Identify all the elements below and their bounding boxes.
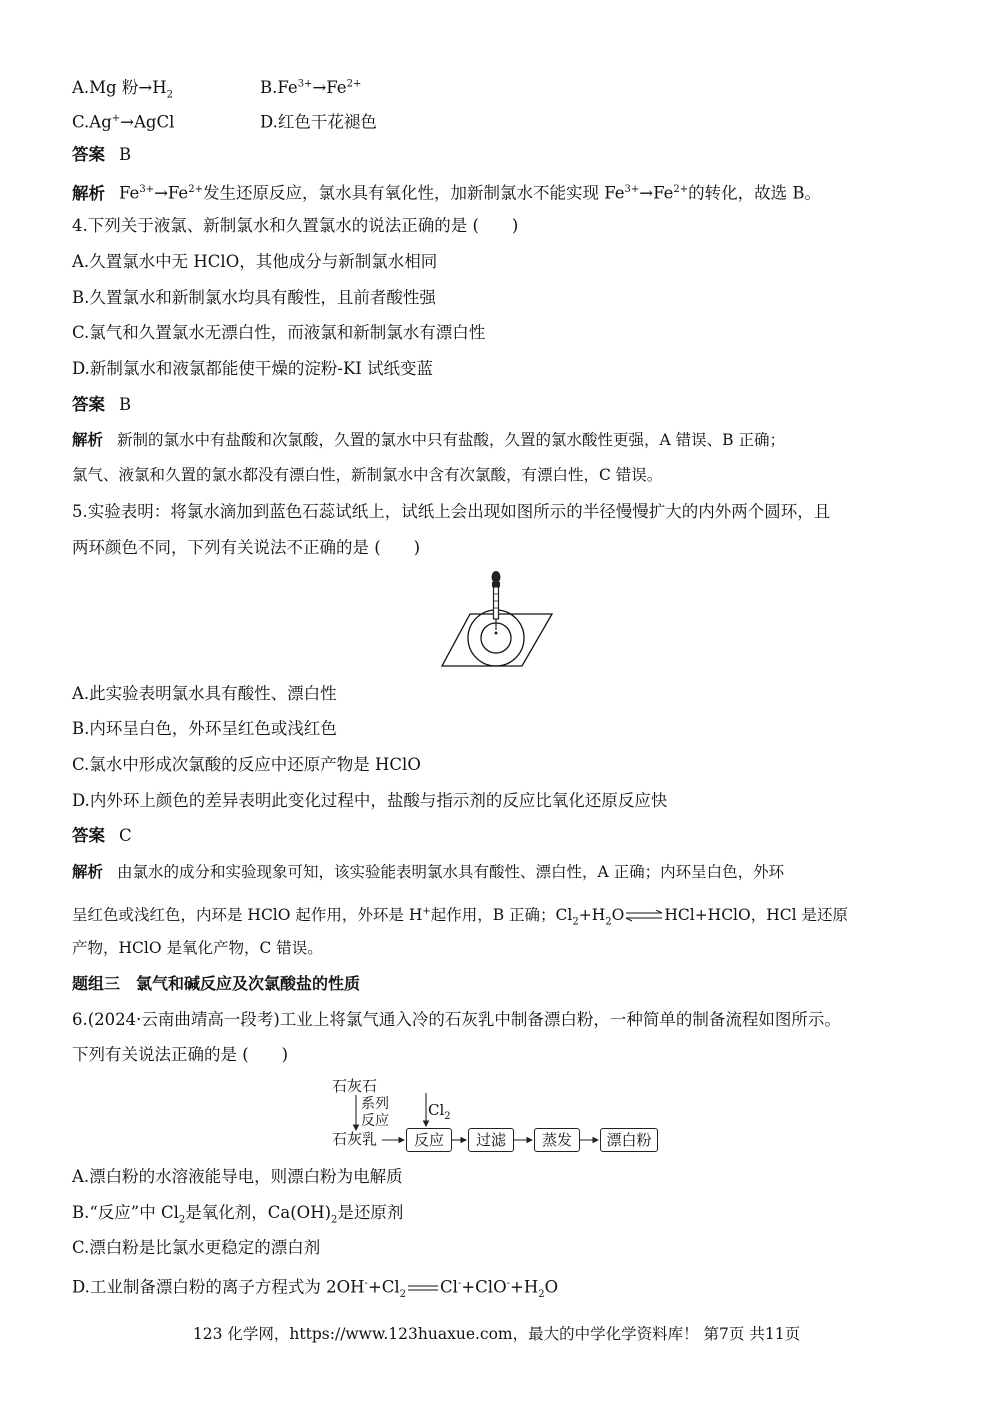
dropper-icon [492, 571, 501, 635]
flow-limestone: 石灰石 [332, 1077, 378, 1095]
equals-sign-icon [406, 1282, 440, 1294]
explanation-label: 解析 [72, 183, 105, 203]
explanation-label: 解析 [72, 431, 104, 449]
flow-cl2-label: $Cl_2$ [428, 1101, 451, 1122]
q5-explanation-1: 解析 由氯水的成分和实验现象可知，该实验能表明氯水具有酸性、漂白性，A 正确；内环呈白色，外环 [72, 863, 785, 881]
q6-option-d: D.工业制备漂白粉的离子方程式为 $2OH^-+Cl_2$ $Cl^-+ClO^-+H_2O$ [72, 1277, 559, 1300]
q5-option-c: C.氯水中形成次氯酸的反应中还原产物是 HClO [72, 755, 421, 774]
answer-value: C [119, 826, 132, 845]
q5-option-d: D.内外环上颜色的差异表明此变化过程中，盐酸与指示剂的反应比氧化还原反应快 [72, 791, 668, 810]
q6-stem-2: 下列有关说法正确的是 ( ) [72, 1045, 289, 1064]
answer-value: B [119, 395, 132, 414]
q5-explanation-2: 呈红色或浅红色，内环是 HClO 起作用，外环是 H+起作用，B 正确；$Cl_2+H_2O$ HCl+HClO，HCl 是还原 [72, 906, 848, 928]
q4-answer [72, 394, 131, 416]
q4-explanation-1: 解析 新制的氯水中有盐酸和次氯酸，久置的氯水中只有盐酸，久置的氯水酸性更强，A 错误、B 正确； [72, 431, 785, 449]
q3-option-a: A.Mg 粉$\to H_2$ [72, 77, 173, 100]
test-paper-shape [442, 614, 552, 666]
answer-label: 答案 [72, 826, 105, 845]
q5-explanation-3: 产物，HClO 是氧化产物，C 错误。 [72, 939, 323, 957]
q3-answer [72, 144, 131, 166]
group3-title: 题组三 氯气和碱反应及次氯酸盐的性质 [72, 974, 361, 993]
answer-label: 答案 [72, 145, 105, 164]
q4-option-c: C.氯气和久置氯水无漂白性，而液氯和新制氯水有漂白性 [72, 323, 486, 342]
litmus-paper-figure [440, 568, 554, 670]
answer-value: B [119, 145, 132, 164]
answer-label: 答案 [72, 395, 105, 414]
q3-option-d: D.红色干花褪色 [260, 112, 377, 132]
q5-stem-1: 5.实验表明：将氯水滴加到蓝色石蕊试纸上，试纸上会出现如图所示的半径慢慢扩大的内外两个圆环，且 [72, 502, 831, 521]
q6-option-a: A.漂白粉的水溶液能导电，则漂白粉为电解质 [72, 1167, 403, 1186]
q4-explanation-2: 氯气、液氯和久置的氯水都没有漂白性，新制氯水中含有次氯酸，有漂白性，C 错误。 [72, 466, 663, 484]
page-footer: 123 化学网，https://www.123huaxue.com，最大的中学化学资料库！ 第7页 共11页 [192, 1325, 801, 1343]
q4-option-a: A.久置氯水中无 HClO，其他成分与新制氯水相同 [72, 252, 438, 271]
q3-option-c: C.Ag+→AgCl [72, 112, 175, 132]
flow-lime-milk: 石灰乳 [332, 1130, 378, 1148]
q5-answer [72, 825, 132, 847]
q4-stem: 4.下列关于液氯、新制氯水和久置氯水的说法正确的是 ( ) [72, 216, 519, 235]
q3-option-b: $B.Fe^{3+}\to Fe^{2+}$ [260, 77, 362, 97]
flow-box-filter: 过滤 [468, 1128, 514, 1152]
q3-options-row-1 [72, 73, 361, 106]
q3-explanation: 解析 $Fe^{3+}\to Fe^{2+}$发生还原反应，氯水具有氧化性，加新制氯水不能实现 $Fe^{3+}\to Fe^{2+}$的转化，故选 B。 [72, 183, 822, 203]
q6-stem-1: 6.(2024·云南曲靖高一段考)工业上将氯气通入冷的石灰乳中制备漂白粉，一种简单的制备流程如图所示。 [72, 1010, 841, 1029]
q5-option-a: A.此实验表明氯水具有酸性、漂白性 [72, 684, 337, 703]
q3-options-row-2 [72, 108, 377, 134]
q4-option-d: D.新制氯水和液氯都能使干燥的淀粉-KI 试纸变蓝 [72, 359, 434, 378]
q6-option-b: B.“反应”中 $Cl_2$是氧化剂，$Ca(OH)_2$是还原剂 [72, 1203, 404, 1226]
flow-box-evaporate: 蒸发 [534, 1128, 580, 1152]
q4-option-b: B.久置氯水和新制氯水均具有酸性，且前者酸性强 [72, 288, 436, 307]
reversible-arrow-icon [624, 910, 664, 922]
flow-arrows [332, 1076, 662, 1154]
flow-series-label-2: 反应 [361, 1113, 389, 1129]
flow-series-label-1: 系列 [361, 1096, 389, 1112]
explanation-label: 解析 [72, 863, 104, 881]
flow-box-react: 反应 [406, 1128, 452, 1152]
bleach-production-flowchart [332, 1076, 662, 1154]
q5-stem-2: 两环颜色不同，下列有关说法不正确的是 ( ) [72, 538, 421, 557]
q5-option-b: B.内环呈白色，外环呈红色或浅红色 [72, 719, 337, 738]
q6-option-c: C.漂白粉是比氯水更稳定的漂白剂 [72, 1238, 321, 1257]
flow-box-bleach-powder: 漂白粉 [600, 1128, 658, 1152]
